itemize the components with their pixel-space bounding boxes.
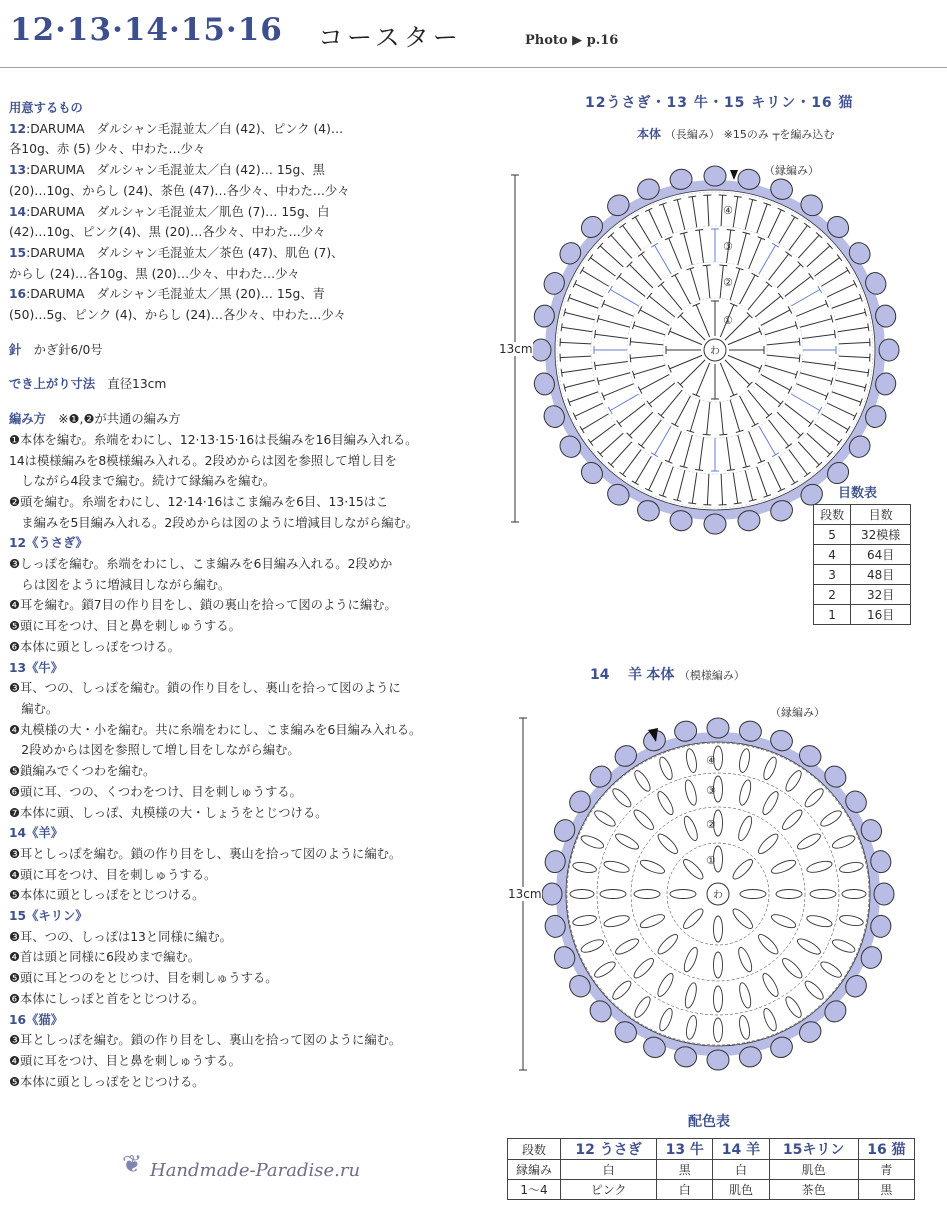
start-marker-icon xyxy=(730,170,738,180)
page-title: 12·13·14·15·16 xyxy=(10,12,283,48)
method-step-line: ❸耳、つの、しっぽを編む。鎖の作り目をし、裏山を拾って図のように xyxy=(9,681,401,696)
needle-label: 針 xyxy=(9,342,22,357)
material-line: (20)…10g、からし (24)、茶色 (47)…各少々、中わた…少々 xyxy=(9,183,350,198)
watermark: Handmade-Paradise.ru xyxy=(150,1160,361,1181)
instructions-column xyxy=(9,98,429,1092)
round-number: ② xyxy=(723,276,733,289)
table-header: 段数 xyxy=(508,1139,561,1160)
size-label: でき上がり寸法 xyxy=(9,377,96,392)
method-heading-line xyxy=(9,409,429,430)
material-number: 16 xyxy=(9,287,27,302)
size-line xyxy=(9,374,429,395)
diagram1-stitch-note: （長編み） xyxy=(664,128,720,141)
table-header: 12 うさぎ xyxy=(561,1139,657,1160)
method-step-line: ❻頭に耳、つの、くつわをつけ、目を刺しゅうする。 xyxy=(9,784,302,799)
diagram1-title: 12うさぎ・13 牛・15 キリン・16 猫 xyxy=(585,95,854,111)
table-cell: 肌色 xyxy=(713,1180,769,1200)
method-step-line: ❻本体に頭としっぽをつける。 xyxy=(9,639,180,654)
diagram1-subtitle xyxy=(637,125,834,142)
material-text: :DARUMA ダルシャン毛混並太／茶色 (47)、肌色 (7)、 xyxy=(26,245,344,260)
table-row xyxy=(508,1139,915,1160)
edge-scallop xyxy=(704,514,726,534)
table-cell: 48目 xyxy=(851,565,911,585)
color-table xyxy=(507,1138,915,1200)
round-number: ① xyxy=(723,314,733,327)
diagram1-body-label: 本体 xyxy=(637,127,662,141)
method-step-line: ❺本体に頭としっぽをとじつける。 xyxy=(9,1074,205,1089)
material-line xyxy=(9,202,429,223)
table-header: 目数 xyxy=(851,505,911,525)
round-number: ③ xyxy=(706,784,716,797)
edge-label: （縁編み） xyxy=(764,164,819,177)
method-step-line: 15《キリン》 xyxy=(9,909,88,924)
diagram1-note-suffix: を編み込む xyxy=(779,128,835,141)
table-cell: 白 xyxy=(657,1180,713,1200)
table-row xyxy=(814,565,911,585)
table-cell: 32模様 xyxy=(851,525,911,545)
round-number: ② xyxy=(706,818,716,831)
method-step-line: しながら4段まで編む。続けて縁編みを編む。 xyxy=(9,474,276,489)
method-heading: 編み方 xyxy=(9,412,46,427)
method-step-line: 13《牛》 xyxy=(9,660,64,675)
table-header: 14 羊 xyxy=(713,1139,769,1160)
material-line: 各10g、赤 (5) 少々、中わた…少々 xyxy=(9,142,206,157)
count-table-title: 目数表 xyxy=(838,486,878,501)
method-step-line: ❹丸模様の大・小を編む。共に糸端をわにし、こま編みを6目編み入れる。 xyxy=(9,722,422,737)
method-steps xyxy=(9,430,429,1093)
table-cell: 3 xyxy=(814,565,851,585)
material-line: からし (24)…各10g、黒 (20)…少々、中わた…少々 xyxy=(9,266,300,281)
method-note: ※❶,❷が共通の編み方 xyxy=(58,412,181,427)
material-text: :DARUMA ダルシャン毛混並太／白 (42)、ピンク (4)… xyxy=(26,121,344,136)
method-step-line: ❹頭に耳をつけ、目と鼻を刺しゅうする。 xyxy=(9,1053,241,1068)
method-step-line: ❼本体に頭、しっぽ、丸模様の大・しょうをとじつける。 xyxy=(9,805,328,820)
table-row xyxy=(508,1180,915,1200)
center-ring: わ xyxy=(713,890,723,901)
table-cell: 縁編み xyxy=(508,1160,561,1180)
table-cell: 黒 xyxy=(657,1160,713,1180)
diagram2-chart xyxy=(500,700,947,1075)
table-cell: 青 xyxy=(858,1160,914,1180)
table-header: 15キリン xyxy=(769,1139,858,1160)
method-step-line: ❻本体にしっぽと首をとじつける。 xyxy=(9,991,205,1006)
table-cell: 白 xyxy=(713,1160,769,1180)
table-row xyxy=(814,505,911,525)
method-step-line: ❹首は頭と同様に6段めまで編む。 xyxy=(9,950,201,965)
table-cell: ピンク xyxy=(561,1180,657,1200)
method-step-line: ❹耳を編む。鎖7目の作り目をし、鎖の裏山を拾って図のように編む。 xyxy=(9,598,397,613)
table-cell: 1〜4 xyxy=(508,1180,561,1200)
method-step-line: ❺頭に耳とつのをとじつけ、目を刺しゅうする。 xyxy=(9,971,278,986)
stitch-symbol-icon: ┬ xyxy=(772,128,780,141)
method-step-line: ❷頭を編む。糸端をわにし、12·14·16はこま編みを6目、13·15はこ xyxy=(9,494,389,509)
material-line xyxy=(9,243,429,264)
method-step-line: 16《猫》 xyxy=(9,1012,64,1027)
diagram2-stitch-note: （模様編み） xyxy=(678,669,745,682)
method-step-line: ❺頭に耳をつけ、目と鼻を刺しゅうする。 xyxy=(9,619,241,634)
method-step-line: ❶本体を編む。糸端をわにし、12·13·15·16は長編みを16目編み入れる。 xyxy=(9,432,418,447)
material-number: 14 xyxy=(9,204,27,219)
method-step-line: ❸耳としっぽを編む。鎖の作り目をし、裏山を拾って図のように編む。 xyxy=(9,1033,402,1048)
table-cell: 1 xyxy=(814,605,851,625)
diagram1-chart xyxy=(490,160,947,540)
material-text: :DARUMA ダルシャン毛混並太／肌色 (7)… 15g、白 xyxy=(26,204,330,219)
table-row xyxy=(814,545,911,565)
method-step-line: 編む。 xyxy=(9,701,59,716)
material-line: (50)…5g、ピンク (4)、からし (24)…各少々、中わた…少々 xyxy=(9,308,347,323)
material-number: 15 xyxy=(9,245,27,260)
table-row xyxy=(508,1160,915,1180)
material-text: :DARUMA ダルシャン毛混並太／白 (42)… 15g、黒 xyxy=(26,163,325,178)
edge-scallop xyxy=(531,339,551,361)
center-ring: わ xyxy=(710,346,720,357)
table-row xyxy=(814,605,911,625)
round-number: ④ xyxy=(706,754,716,767)
diagram1-dimension: 13cm xyxy=(499,342,533,356)
material-line xyxy=(9,119,429,140)
material-number: 12 xyxy=(9,121,27,136)
size-value: 直径13cm xyxy=(107,377,167,392)
table-cell: 肌色 xyxy=(769,1160,858,1180)
header-divider xyxy=(0,67,947,68)
needle-value: かぎ針6/0号 xyxy=(33,342,103,357)
method-step-line: ❺鎖編みでくつわを編む。 xyxy=(9,764,156,779)
diagram2-name: 羊 xyxy=(627,667,642,683)
table-cell: 2 xyxy=(814,585,851,605)
diagram2-number: 14 xyxy=(590,667,610,683)
method-step-line: ❸耳としっぽを編む。鎖の作り目をし、裏山を拾って図のように編む。 xyxy=(9,846,402,861)
table-header: 13 牛 xyxy=(657,1139,713,1160)
method-step-line: 14は模様編みを8模様編み入れる。2段めからは図を参照して増し目を xyxy=(9,453,397,468)
edge-scallop xyxy=(707,718,729,738)
table-header: 16 猫 xyxy=(858,1139,914,1160)
butterfly-icon: ❦ xyxy=(122,1150,143,1178)
material-line: (42)…10g、ピンク(4)、黒 (20)…各少々、中わた…少々 xyxy=(9,225,326,240)
diagram1-note: ※15のみ xyxy=(723,128,769,141)
material-line xyxy=(9,284,429,305)
method-step-line: 14《羊》 xyxy=(9,826,64,841)
edge-label: （縁編み） xyxy=(770,706,825,719)
table-cell: 黒 xyxy=(858,1180,914,1200)
method-step-line: 2段めからは図を参照して増し目をしながら編む。 xyxy=(9,743,300,758)
round-number: ③ xyxy=(723,240,733,253)
table-cell: 5 xyxy=(814,525,851,545)
method-step-line: らは図をように増減目しながら編む。 xyxy=(9,577,231,592)
table-cell: 16目 xyxy=(851,605,911,625)
method-step-line: 12《うさぎ》 xyxy=(9,536,88,551)
edge-scallop xyxy=(874,883,894,905)
table-cell: 茶色 xyxy=(769,1180,858,1200)
method-step-line: ❹頭に耳をつけ、目を刺しゅうする。 xyxy=(9,867,217,882)
diagram2-title xyxy=(590,664,745,684)
count-table xyxy=(813,504,911,625)
materials-list xyxy=(9,119,429,326)
table-cell: 32目 xyxy=(851,585,911,605)
edge-scallop xyxy=(707,1050,729,1070)
table-cell: 64目 xyxy=(851,545,911,565)
edge-scallop xyxy=(879,339,899,361)
table-row xyxy=(814,525,911,545)
photo-reference: Photo ▶ p.16 xyxy=(525,33,619,48)
material-line xyxy=(9,160,429,181)
color-table-title: 配色表 xyxy=(688,1114,730,1130)
needle-line xyxy=(9,340,429,361)
table-cell: 4 xyxy=(814,545,851,565)
table-row xyxy=(814,585,911,605)
method-step-line: ❺本体に頭としっぽをとじつける。 xyxy=(9,888,205,903)
edge-scallop xyxy=(704,166,726,186)
edge-scallop xyxy=(542,883,562,905)
round-number: ④ xyxy=(723,204,733,217)
page-subtitle: コースター xyxy=(318,23,462,52)
round-number: ① xyxy=(706,854,716,867)
material-number: 13 xyxy=(9,163,27,178)
table-header: 段数 xyxy=(814,505,851,525)
material-text: :DARUMA ダルシャン毛混並太／黒 (20)… 15g、青 xyxy=(26,287,325,302)
method-step-line: ❸耳、つの、しっぽは13と同様に編む。 xyxy=(9,929,232,944)
materials-heading: 用意するもの xyxy=(9,101,83,115)
table-cell: 白 xyxy=(561,1160,657,1180)
method-step-line: ❸しっぽを編む。糸端をわにし、こま編みを6目編み入れる。2段めか xyxy=(9,557,393,572)
diagram2-dimension: 13cm xyxy=(508,887,542,901)
method-step-line: ま編みを5目編み入れる。2段めからは図のように増減目しながら編む。 xyxy=(9,515,419,530)
diagram2-body-label: 本体 xyxy=(646,667,675,683)
